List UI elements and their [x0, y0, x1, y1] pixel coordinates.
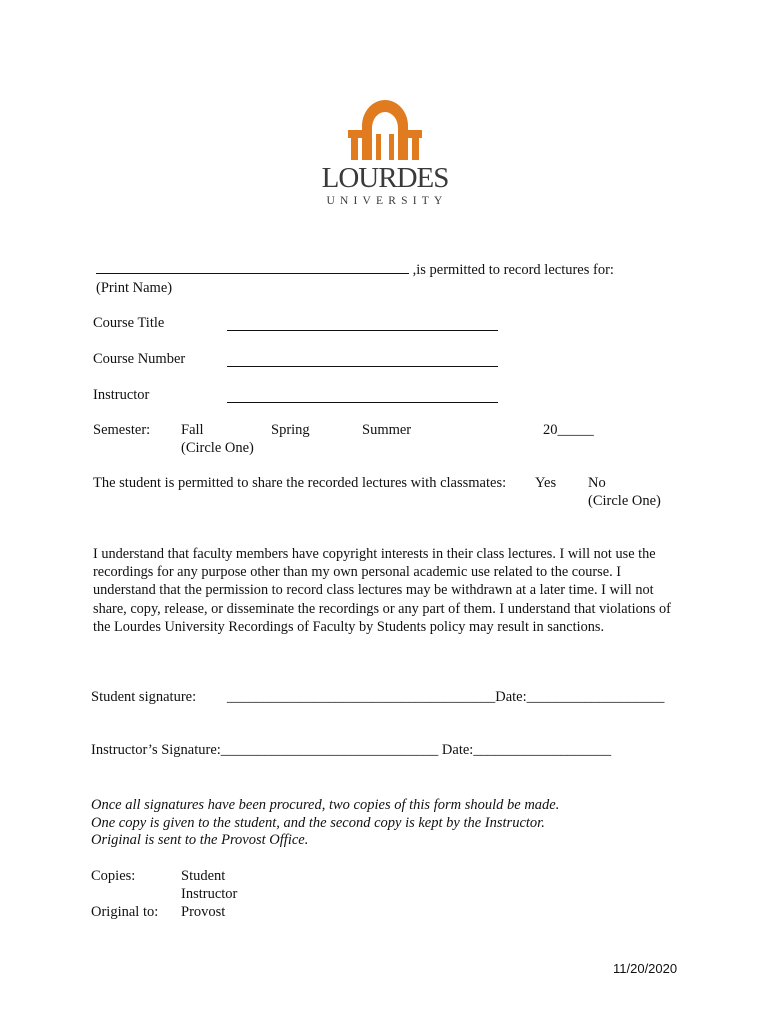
instructor-field[interactable] — [227, 390, 498, 403]
copies-label: Copies: — [91, 868, 136, 884]
instructions-line-2: One copy is given to the student, and the second copy is kept by the Instructor. — [91, 815, 545, 831]
student-signature-label: Student signature: — [91, 689, 197, 705]
course-title-label: Course Title — [93, 315, 165, 331]
print-name-row — [96, 261, 614, 279]
original-to-value: Provost — [181, 904, 226, 920]
course-title-field[interactable] — [227, 318, 498, 331]
copies-instructor: Instructor — [181, 886, 238, 902]
semester-option-summer[interactable]: Summer — [362, 422, 412, 438]
semester-year[interactable]: 20_____ — [543, 422, 594, 438]
course-number-field[interactable] — [227, 354, 498, 367]
original-to-label: Original to: — [91, 904, 159, 920]
university-logo — [318, 92, 452, 212]
footer-date: 11/20/2020 — [613, 961, 678, 976]
share-circle-one: (Circle One) — [588, 493, 661, 509]
permission-text: ,is permitted to record lectures for: — [412, 262, 614, 278]
print-name-label: (Print Name) — [96, 280, 173, 296]
share-no-option[interactable]: No — [588, 475, 606, 491]
copies-student: Student — [181, 868, 226, 884]
agreement-paragraph: I understand that faculty members have copyright interests in their class lectures. I will not use the recordings for any purpose other than my own personal academic use related to the course. I understand that the permission to record class lectures may be withdrawn at a later time. I will not share, copy, release, or disseminate the recordings or any part of them. I understand that violations of the Lourdes University Recordings of Faculty by Students policy may result in sanctions. — [93, 546, 671, 635]
semester-option-spring[interactable]: Spring — [271, 422, 310, 438]
instructions-line-3: Original is sent to the Provost Office. — [91, 832, 309, 848]
student-signature-line[interactable]: _____________________________________Date:___________________ — [227, 689, 665, 705]
semester-label: Semester: — [93, 422, 151, 438]
semester-option-fall[interactable]: Fall — [181, 422, 204, 438]
print-name-line[interactable] — [96, 261, 409, 274]
instructor-signature-line[interactable]: Instructor’s Signature:______________________________ Date:___________________ — [91, 742, 612, 758]
course-number-label: Course Number — [93, 351, 186, 367]
arch-icon — [318, 92, 452, 162]
instructor-label: Instructor — [93, 387, 150, 403]
logo-wordmark: LOURDES — [321, 162, 449, 194]
share-text: The student is permitted to share the recorded lectures with classmates: — [93, 475, 507, 491]
logo-subtitle: UNIVERSITY — [326, 195, 448, 207]
share-yes-option[interactable]: Yes — [535, 475, 557, 491]
semester-circle-one: (Circle One) — [181, 440, 254, 456]
instructions-line-1: Once all signatures have been procured, two copies of this form should be made. — [91, 797, 560, 813]
